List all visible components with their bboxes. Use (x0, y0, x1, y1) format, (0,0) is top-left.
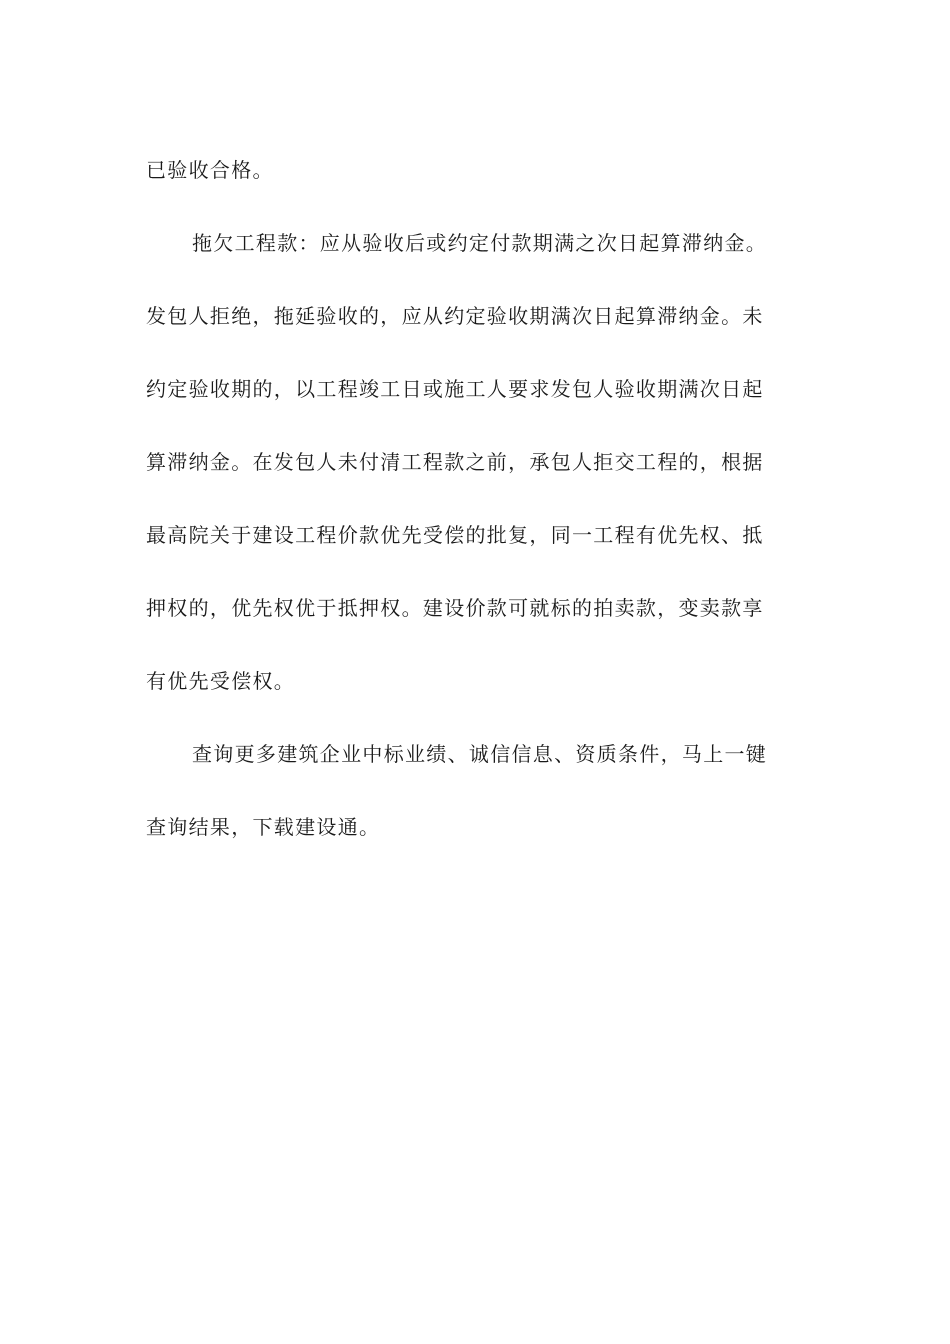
text-line: 有优先受偿权。 (146, 669, 296, 693)
text-line: 押权的，优先权优于抵押权。建设价款可就标的拍卖款，变卖款享 (146, 596, 764, 620)
text-line: 查询更多建筑企业中标业绩、诚信信息、资质条件，马上一键 (192, 742, 768, 766)
text-line: 约定验收期的，以工程竣工日或施工人要求发包人验收期满次日起 (146, 377, 764, 401)
text-line: 查询结果，下载建设通。 (146, 815, 381, 839)
document-body (146, 134, 806, 864)
text-line: 已验收合格。 (146, 158, 274, 182)
text-line: 算滞纳金。在发包人未付清工程款之前，承包人拒交工程的，根据 (146, 450, 764, 474)
text-line: 最高院关于建设工程价款优先受偿的批复，同一工程有优先权、抵 (146, 523, 764, 547)
text-line: 发包人拒绝，拖延验收的，应从约定验收期满次日起算滞纳金。未 (146, 304, 764, 328)
text-line: 拖欠工程款：应从验收后或约定付款期满之次日起算滞纳金。 (192, 231, 768, 255)
